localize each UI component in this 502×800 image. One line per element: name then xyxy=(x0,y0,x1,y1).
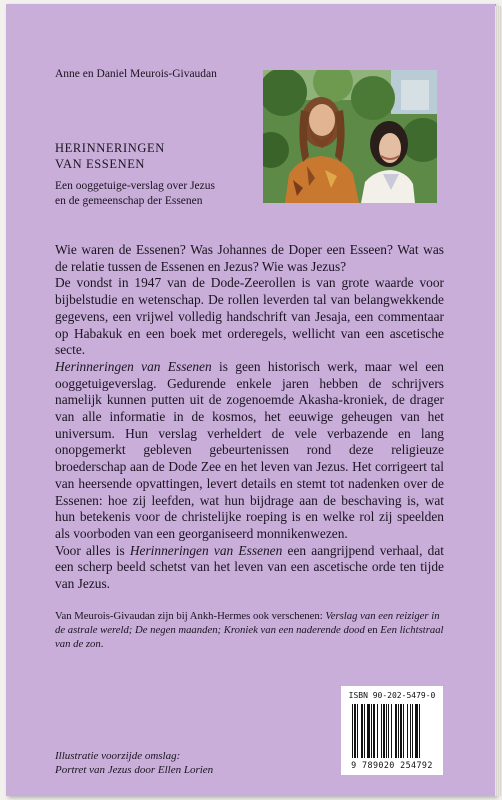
blurb-paragraph-1: Wie waren de Essenen? Was Johannes de Doper een Esseen? Wat was de relatie tussen de Essenen en Jezus? Wie was Jezus? xyxy=(55,242,444,274)
cover-illustration-credit xyxy=(55,749,213,777)
barcode-icon xyxy=(350,704,434,758)
book-subtitle xyxy=(55,179,215,209)
isbn-label: ISBN 90-202-5479-0 xyxy=(348,691,436,700)
blurb-paragraph-4 xyxy=(55,543,444,593)
blurb xyxy=(55,242,444,593)
book-title-line-1: HERINNERINGEN xyxy=(55,141,165,155)
page-edge xyxy=(495,6,502,796)
isbn-barcode-box xyxy=(341,686,443,775)
author-photo-illustration xyxy=(263,70,437,203)
blurb-paragraph-2: De vondst in 1947 van de Dode-Zeerollen is van grote waarde voor bijbelstudie en wetenschap. De rollen leverden tal van belangwekkende gegevens, een vrijwel volledig handschrift van Jesaja, een commentaar op Habakuk en een boek met orderegels, wellicht van een ascetische secte. xyxy=(55,275,444,358)
also-published-intro: Van Meurois-Givaudan zijn bij Ankh-Hermes ook verschenen: xyxy=(55,610,326,622)
book-title xyxy=(55,140,165,172)
credit-line-2: Portret van Jezus door Ellen Lorien xyxy=(55,764,214,776)
blurb-paragraph-3-text: is geen historisch werk, maar wel een ooggetuigeverslag. Gedurende enkele jaren hebben de schrijvers namelijk kunnen putten uit de zogenoemde Akasha-kroniek, de drager van alle informatie in de kosmos, het eeuwige geheugen van het universum. Hun verslag verheldert de vele verbazende en lang onopgemerkt gebleven gebeurtenissen rond deze religieuze broederschap aan de Dode Zee en het leven van Jezus. Het corrigeert tal van heersende opvattingen, levert details en stemt tot nadenken over de Essenen: hoe zij leefden, wat hun bijdrage aan de beschaving is, wat hun betekenis voor de christelijke roeping is en welke rol zij speelden als voorboden van een georganiseerd monnikenwezen. xyxy=(55,358,445,541)
barcode-digits: 9 789020 254792 xyxy=(351,760,433,770)
book-title-line-2: VAN ESSENEN xyxy=(55,157,146,171)
blurb-paragraph-4-start: Voor alles is xyxy=(55,542,130,558)
also-published-and: en xyxy=(364,624,381,637)
author-photo xyxy=(263,70,437,203)
blurb-paragraph-4-text: een aangrijpend verhaal, dat een scherp beeld schetst van het leven van een ascetische orde ten tijde van Jezus. xyxy=(55,542,444,592)
book-subtitle-line-2: en de gemeenschap der Essenen xyxy=(55,195,203,207)
blurb-paragraph-3 xyxy=(55,359,444,543)
also-published-titles: Verslag van een reiziger in de astrale wereld; De negen maanden; Kroniek van een naderende dood xyxy=(55,610,440,637)
also-published xyxy=(55,609,447,652)
book-subtitle-line-1: Een ooggetuige-verslag over Jezus xyxy=(55,180,215,192)
book-title-inline: Herinneringen van Essenen xyxy=(55,358,212,374)
also-published-title-last: Een lichtstraal van de zon xyxy=(55,624,444,651)
back-cover xyxy=(6,4,496,796)
credit-line-1: Illustratie voorzijde omslag: xyxy=(55,750,181,762)
author-names: Anne en Daniel Meurois-Givaudan xyxy=(55,68,217,80)
book-title-inline: Herinneringen van Essenen xyxy=(129,542,283,558)
also-published-end: . xyxy=(100,638,104,651)
